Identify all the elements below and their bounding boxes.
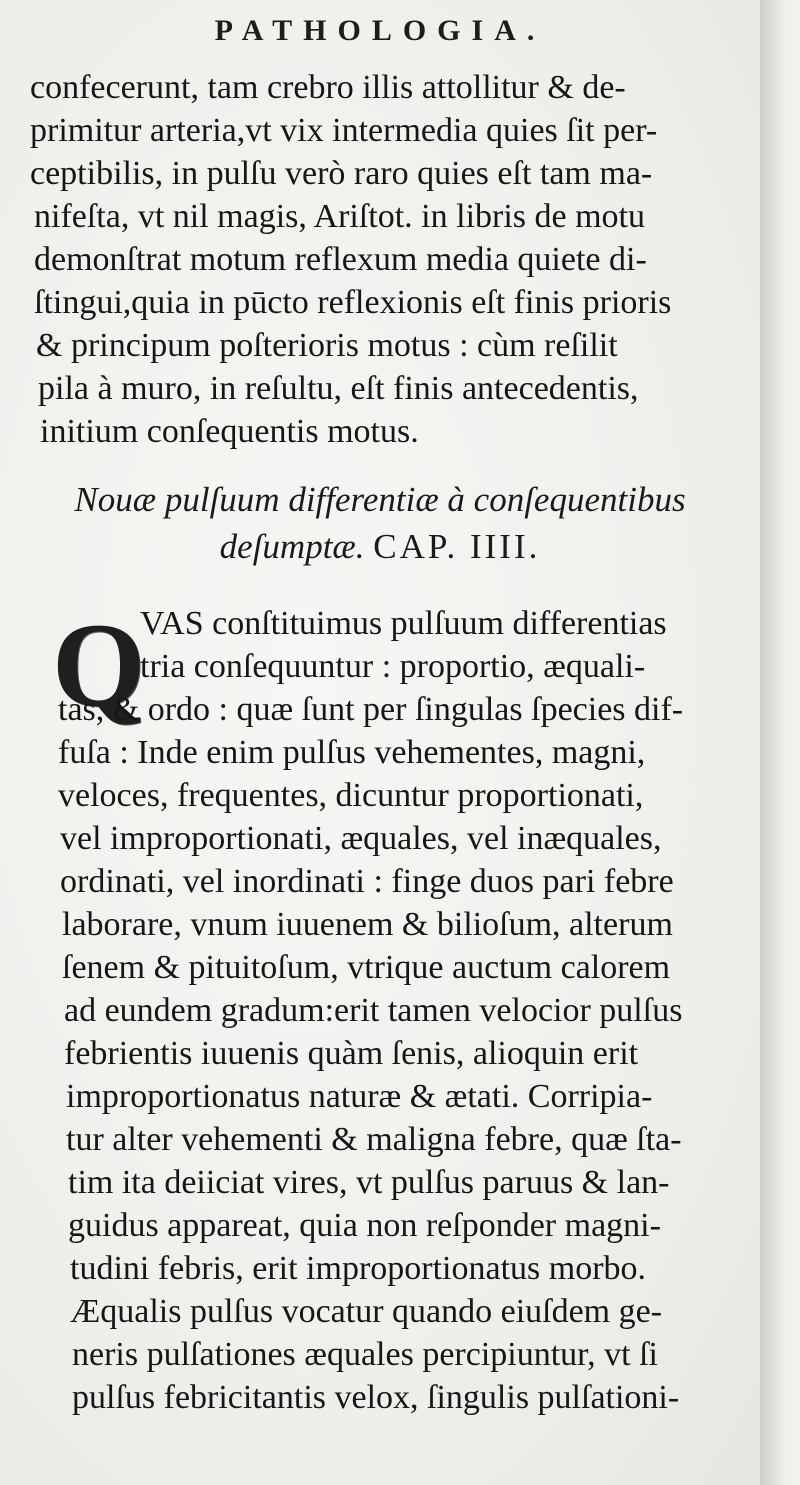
page-edge-shadow — [760, 0, 800, 1485]
text-line: fuſa : Inde enim pulſus vehementes, magni, — [58, 734, 646, 771]
text-line: improportionatus naturæ & ætati. Corripia- — [66, 1078, 653, 1115]
text-line: tria conſequuntur : proportio, æquali- — [140, 648, 646, 685]
text-line: demonſtrat motum reflexum media quiete di- — [34, 241, 647, 278]
running-head: PATHOLOGIA. — [214, 14, 546, 47]
text-line: tim ita deiiciat vires, vt pulſus paruus & lan- — [68, 1164, 670, 1201]
text-line: tur alter vehementi & maligna febre, quæ ſta- — [66, 1121, 682, 1158]
text-line: febrientis iuuenis quàm ſenis, alioquin erit — [64, 1035, 639, 1072]
text-line: VAS conſtituimus pulſuum differentias — [140, 605, 667, 642]
text-line: initium conſequentis motus. — [40, 413, 419, 450]
text-line: laborare, vnum iuuenem & bilioſum, alterum — [62, 906, 673, 943]
text-line: ſenem & pituitoſum, vtrique auctum calorem — [62, 949, 671, 986]
text-line: ſtingui,quia in pūcto reflexionis eſt finis prioris — [34, 284, 672, 321]
text-line: tudini febris, erit improportionatus morbo. — [70, 1250, 647, 1287]
text-line: vel improportionati, æquales, vel inæquales, — [60, 820, 662, 857]
chapter-heading-line-2 — [0, 527, 760, 567]
text-line: ordinati, vel inordinati : finge duos pari febre — [60, 863, 674, 900]
chapter-heading-line-1: Nouæ pulſuum differentiæ à conſequentibus — [74, 480, 686, 519]
text-line: tas, & ordo : quæ ſunt per ſingulas ſpecies dif- — [58, 691, 684, 728]
text-line: Æqualis pulſus vocatur quando eiuſdem ge- — [70, 1293, 663, 1330]
chapter-number: CAP. IIII. — [373, 527, 541, 566]
text-line: guidus appareat, quia non reſponder magni- — [68, 1207, 661, 1244]
text-line: ad eundem gradum:erit tamen velocior pulſus — [64, 992, 683, 1029]
text-line: confecerunt, tam crebro illis attollitur & de- — [30, 69, 626, 106]
drop-cap: Q — [52, 598, 146, 731]
chapter-heading-subtitle: deſumptæ. — [219, 527, 365, 566]
text-line: pulſus febricitantis velox, ſingulis pulſationi- — [72, 1379, 680, 1416]
text-line: pila à muro, in reſultu, eſt finis antecedentis, — [38, 370, 639, 407]
text-line: & principum poſterioris motus : cùm reſilit — [36, 327, 618, 364]
text-line: nifeſta, vt nil magis, Ariſtot. in libris de motu — [34, 198, 646, 235]
text-line: primitur arteria,vt vix intermedia quies ſit per- — [30, 112, 658, 149]
text-line: neris pulſationes æquales percipiuntur, vt ſi — [72, 1336, 658, 1373]
text-line: veloces, frequentes, dicuntur proportionati, — [58, 777, 644, 814]
text-line: ceptibilis, in pulſu verò raro quies eſt tam ma- — [30, 155, 653, 192]
